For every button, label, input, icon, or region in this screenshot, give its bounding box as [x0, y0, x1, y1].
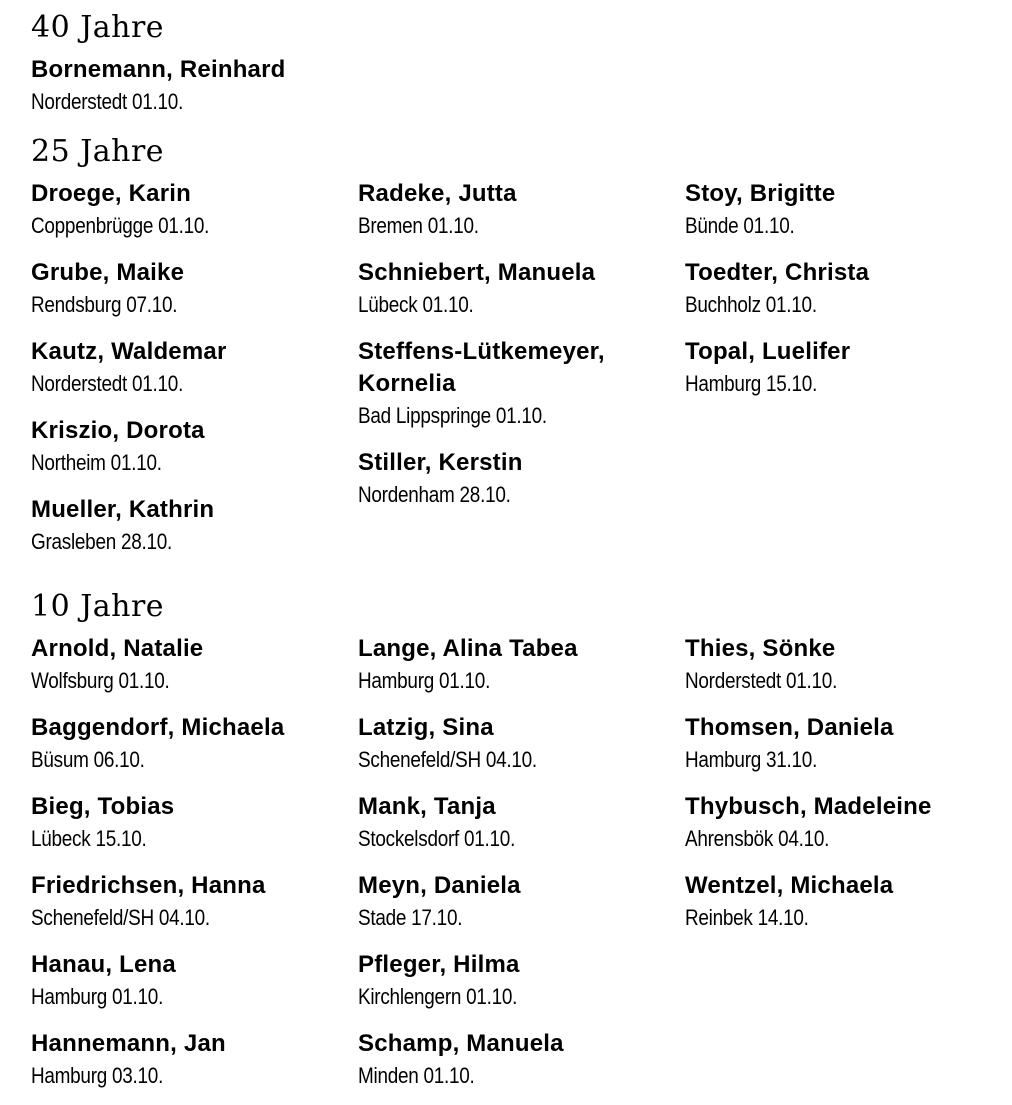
list-item [31, 949, 351, 1013]
member-name: Thies, Sönke [685, 635, 836, 662]
member-place-date: Grasleben 28.10. [31, 529, 173, 554]
list-item [31, 336, 351, 400]
member-name: Thybusch, Madeleine [685, 793, 932, 820]
member-name: Toedter, Christa [685, 259, 870, 286]
member-place-date: Stade 17.10. [358, 905, 463, 930]
member-name: Lange, Alina Tabea [358, 635, 578, 662]
member-name: Friedrichsen, Hanna [31, 872, 266, 899]
section-heading-40: 40 Jahre [31, 10, 165, 45]
list-item [31, 178, 351, 242]
list-item [31, 494, 351, 558]
member-place-date: Büsum 06.10. [31, 747, 145, 772]
member-name: Stiller, Kerstin [358, 449, 523, 476]
member-name: Schamp, Manuela [358, 1030, 564, 1057]
list-item [685, 712, 1005, 776]
list-item [358, 791, 678, 855]
member-name: Latzig, Sina [358, 714, 494, 741]
member-place-date: Norderstedt 01.10. [31, 89, 184, 114]
member-place-date: Lübeck 01.10. [358, 292, 474, 317]
section-heading-25: 25 Jahre [31, 134, 165, 169]
list-item [31, 54, 351, 118]
member-name: Hanau, Lena [31, 951, 176, 978]
member-place-date: Hamburg 15.10. [685, 371, 818, 396]
member-place-date: Coppenbrügge 01.10. [31, 213, 210, 238]
member-place-date: Hamburg 03.10. [31, 1063, 164, 1088]
member-name: Arnold, Natalie [31, 635, 204, 662]
list-item [31, 415, 351, 479]
list-item [685, 791, 1005, 855]
member-name: Kriszio, Dorota [31, 417, 205, 444]
member-place-date: Hamburg 31.10. [685, 747, 818, 772]
list-item [358, 336, 658, 432]
list-item [358, 712, 678, 776]
member-place-date: Lübeck 15.10. [31, 826, 147, 851]
list-item [31, 870, 351, 934]
member-name: Meyn, Daniela [358, 872, 521, 899]
member-name: Topal, Luelifer [685, 338, 851, 365]
member-name: Wentzel, Michaela [685, 872, 894, 899]
list-item [685, 178, 1005, 242]
member-place-date: Stockelsdorf 01.10. [358, 826, 516, 851]
list-item [685, 633, 1005, 697]
member-place-date: Bad Lippspringe 01.10. [358, 403, 547, 428]
list-item [31, 791, 351, 855]
member-place-date: Hamburg 01.10. [358, 668, 491, 693]
member-name: Droege, Karin [31, 180, 191, 207]
list-item [358, 633, 678, 697]
member-place-date: Norderstedt 01.10. [685, 668, 838, 693]
list-item [358, 257, 678, 321]
member-place-date: Minden 01.10. [358, 1063, 475, 1088]
member-place-date: Wolfsburg 01.10. [31, 668, 170, 693]
member-name: Hannemann, Jan [31, 1030, 226, 1057]
member-name: Mueller, Kathrin [31, 496, 215, 523]
list-item [358, 447, 678, 511]
list-item [31, 712, 351, 776]
member-place-date: Nordenham 28.10. [358, 482, 511, 507]
member-place-date: Kirchlengern 01.10. [358, 984, 518, 1009]
list-item [31, 1028, 351, 1092]
list-item [358, 178, 678, 242]
member-name: Stoy, Brigitte [685, 180, 836, 207]
member-place-date: Schenefeld/SH 04.10. [31, 905, 210, 930]
member-name: Bornemann, Reinhard [31, 56, 286, 83]
member-name: Bieg, Tobias [31, 793, 175, 820]
list-item [358, 949, 678, 1013]
member-place-date: Ahrensbök 04.10. [685, 826, 830, 851]
list-item [358, 870, 678, 934]
member-name: Kautz, Waldemar [31, 338, 227, 365]
member-place-date: Norderstedt 01.10. [31, 371, 184, 396]
list-item [31, 633, 351, 697]
member-name: Pfleger, Hilma [358, 951, 520, 978]
section-heading-10: 10 Jahre [31, 589, 165, 624]
member-place-date: Rendsburg 07.10. [31, 292, 178, 317]
member-place-date: Hamburg 01.10. [31, 984, 164, 1009]
list-item [31, 257, 351, 321]
member-place-date: Northeim 01.10. [31, 450, 162, 475]
member-place-date: Bünde 01.10. [685, 213, 795, 238]
member-name: Baggendorf, Michaela [31, 714, 285, 741]
list-item [358, 1028, 678, 1092]
member-place-date: Bremen 01.10. [358, 213, 479, 238]
list-item [685, 257, 1005, 321]
list-item [685, 870, 1005, 934]
member-place-date: Schenefeld/SH 04.10. [358, 747, 537, 772]
member-name: Mank, Tanja [358, 793, 496, 820]
member-place-date: Reinbek 14.10. [685, 905, 809, 930]
member-name: Radeke, Jutta [358, 180, 517, 207]
member-name: Grube, Maike [31, 259, 185, 286]
member-name: Schniebert, Manuela [358, 259, 596, 286]
member-name: Thomsen, Daniela [685, 714, 894, 741]
member-name: Steffens-Lütkemeyer, Kornelia [358, 338, 605, 397]
list-item [685, 336, 1005, 400]
member-place-date: Buchholz 01.10. [685, 292, 817, 317]
